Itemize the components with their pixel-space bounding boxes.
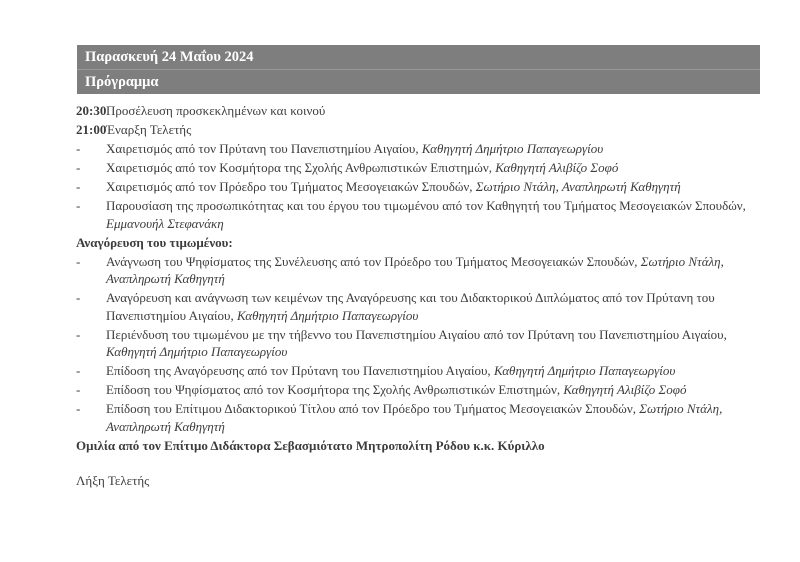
item-description: Επίδοση της Αναγόρευσης από τον Πρύτανη του Πανεπιστημίου Αιγαίου, <box>106 363 494 378</box>
conferment-heading: Αναγόρευση του τιμωμένου: <box>76 234 233 250</box>
program-item-text <box>106 253 752 288</box>
program-content <box>76 102 752 490</box>
schedule-time: 21:00 <box>76 122 107 137</box>
item-person-name: Εμμανουήλ Στεφανάκη <box>106 215 224 231</box>
item-person-name: Καθηγητή Αλιβίζο Σοφό <box>495 160 619 175</box>
item-person-name: Καθηγητή Δημήτριο Παπαγεωργίου <box>106 344 288 359</box>
closing-line: Λήξη Τελετής <box>76 473 150 488</box>
item-person-name: Καθηγητή Δημήτριο Παπαγεωργίου <box>236 307 419 323</box>
header-title: Πρόγραμμα <box>77 70 760 94</box>
item-person-name: Καθηγητή Δημήτριο Παπαγεωργίου <box>421 141 604 156</box>
item-person-name: Σωτήριο Ντάλη, Αναπληρωτή Καθηγητή <box>106 401 723 434</box>
item-description: Χαιρετισμός από τον Πρύτανη του Πανεπιστημίου Αιγαίου, <box>106 141 422 156</box>
dash-bullet: - <box>76 326 81 342</box>
dash-bullet: - <box>76 382 81 397</box>
program-item <box>76 197 752 232</box>
item-person-name: Καθηγητή Αλιβίζο Σοφό <box>563 382 687 397</box>
item-description: Χαιρετισμός από τον Κοσμήτορα της Σχολής Ανθρωπιστικών Επιστημών, <box>106 160 496 175</box>
schedule-row <box>76 121 752 139</box>
program-item-text <box>106 362 752 380</box>
program-item <box>76 178 752 196</box>
program-item-text <box>106 197 752 232</box>
header-date: Παρασκευή 24 Μαΐου 2024 <box>77 45 760 70</box>
item-person-name: Σωτήριο Ντάλη, Αναπληρωτή Καθηγητή <box>106 253 724 286</box>
speech-line: Ομιλία από τον Επίτιμο Διδάκτορα Σεβασμιότατο Μητροπολίτη Ρόδου κ.κ. Κύριλλο <box>76 437 545 453</box>
program-item-text <box>106 178 752 196</box>
program-item <box>76 326 752 361</box>
dash-bullet: - <box>76 198 81 213</box>
dash-bullet: - <box>76 160 81 175</box>
dash-bullet: - <box>76 290 81 305</box>
program-item-text <box>106 159 752 177</box>
schedule-text: Προσέλευση προσκεκλημένων και κοινού <box>106 103 326 118</box>
program-item-text <box>106 381 752 399</box>
dash-bullet: - <box>76 253 81 269</box>
item-description: Ανάγνωση του Ψηφίσματος της Συνέλευσης από τον Πρόεδρο του Τμήματος Μεσογειακών Σπουδών, <box>106 253 641 269</box>
dash-bullet: - <box>76 179 81 194</box>
program-item <box>76 362 752 380</box>
schedule-text: Έναρξη Τελετής <box>106 122 192 137</box>
program-item-text <box>106 326 752 361</box>
document-header <box>77 45 760 94</box>
program-item <box>76 381 752 399</box>
program-item <box>76 253 752 288</box>
program-item-text <box>106 289 752 324</box>
dash-bullet: - <box>76 363 81 378</box>
item-description: Αναγόρευση και ανάγνωση των κειμένων της Αναγόρευσης και του Διδακτορικού Διπλώματος από τον Πρύτανη του Πανεπιστημίου Αιγαίου, <box>106 290 715 323</box>
schedule-time: 20:30 <box>76 103 107 118</box>
program-item-text <box>106 140 752 158</box>
item-description: Περιένδυση του τιμωμένου με την τήβεννο του Πανεπιστημίου Αιγαίου από τον Πρύτανη του Πανεπιστημίου Αιγαίου, <box>106 326 727 342</box>
schedule-row <box>76 102 752 120</box>
item-description: Χαιρετισμός από τον Πρόεδρο του Τμήματος Μεσογειακών Σπουδών, <box>106 179 476 194</box>
item-description: Παρουσίαση της προσωπικότητας και του έργου του τιμωμένου από τον Καθηγητή του Τμήματος Μεσογειακών Σπουδών, <box>106 198 746 213</box>
program-item-text <box>106 400 752 435</box>
item-person-name: Καθηγητή Δημήτριο Παπαγεωργίου <box>493 363 676 378</box>
item-description: Επίδοση του Ψηφίσματος από τον Κοσμήτορα της Σχολής Ανθρωπιστικών Επιστημών, <box>106 382 564 397</box>
program-item <box>76 400 752 435</box>
program-item <box>76 289 752 324</box>
item-description: Επίδοση του Επίτιμου Διδακτορικού Τίτλου από τον Πρόεδρο του Τμήματος Μεσογειακών Σπουδών, <box>106 401 640 416</box>
program-item <box>76 140 752 158</box>
item-person-name: Σωτήριο Ντάλη, Αναπληρωτή Καθηγητή <box>475 179 681 194</box>
dash-bullet: - <box>76 401 81 416</box>
program-item <box>76 159 752 177</box>
dash-bullet: - <box>76 141 81 156</box>
